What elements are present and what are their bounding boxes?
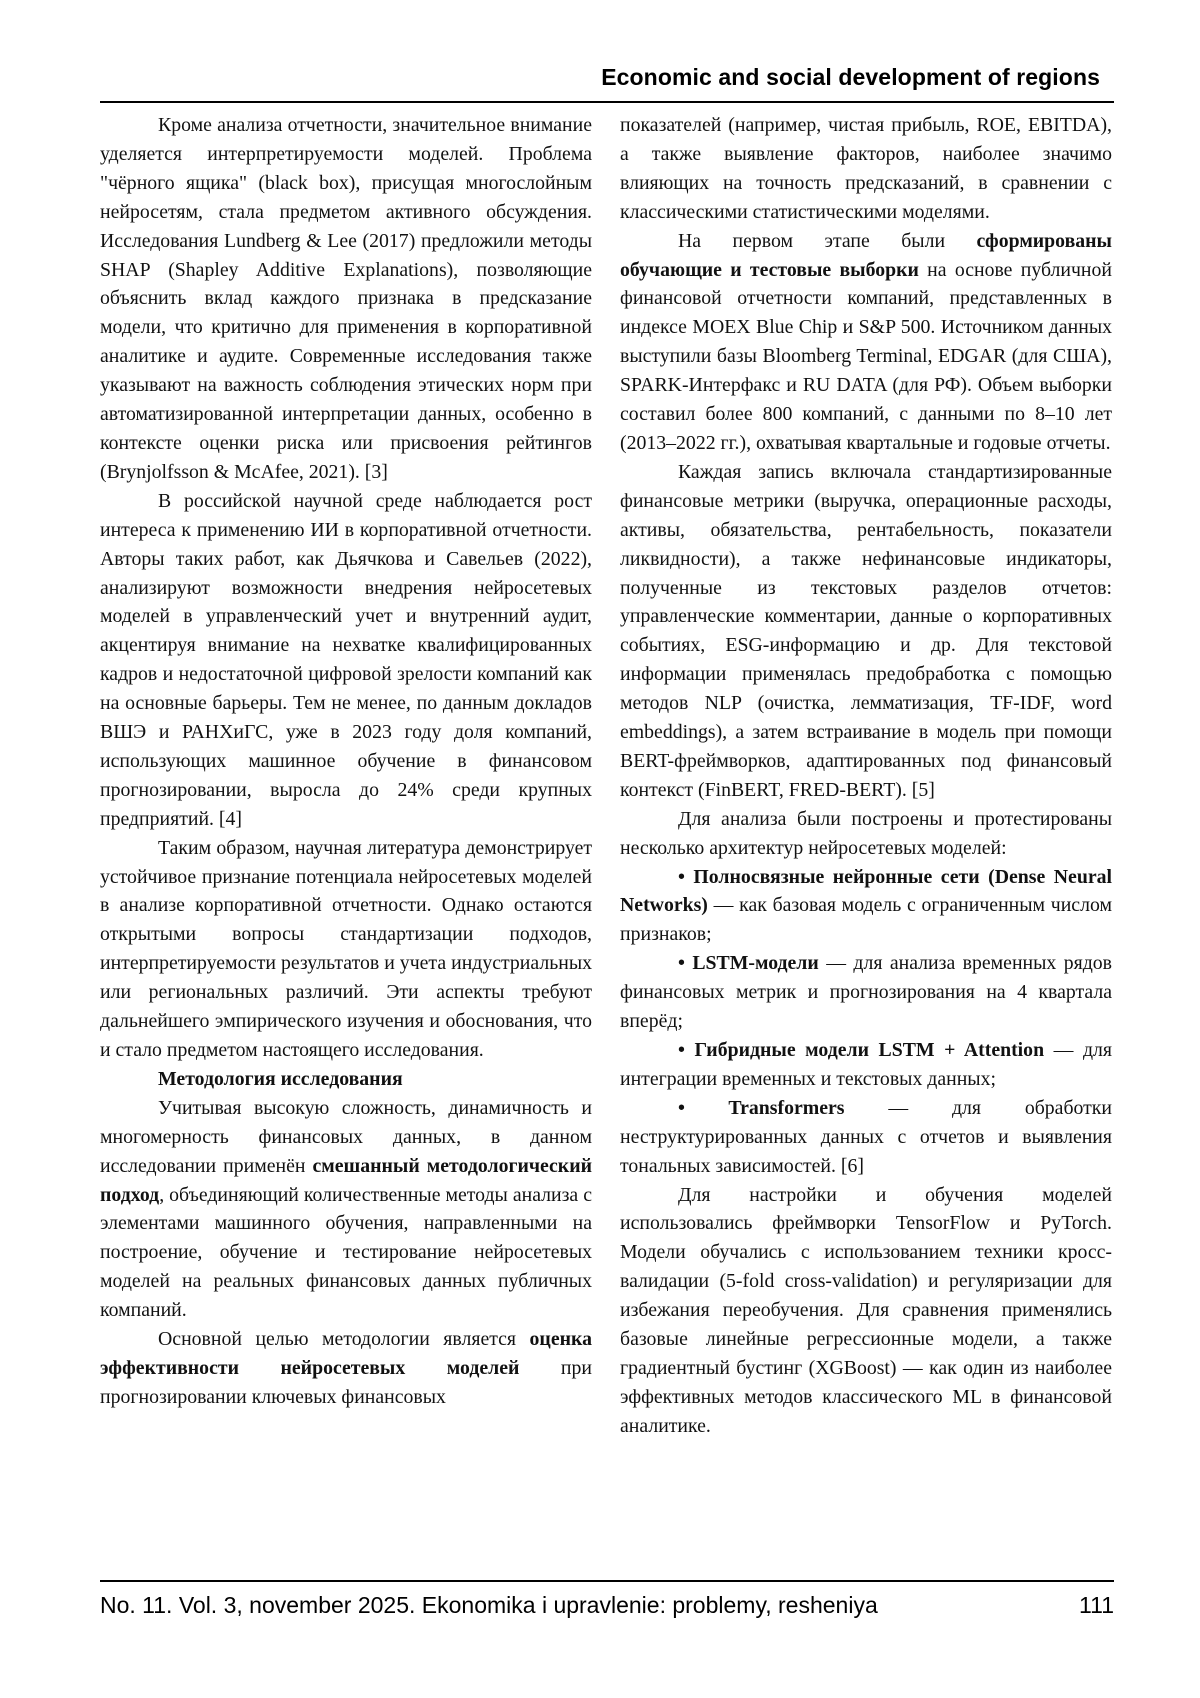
paragraph-frameworks: Для настройки и обучения моделей использовались фреймворки TensorFlow и PyTorch. Модели обучались с использованием техники кросс-валидации (5-fold cross-validation) и регуляризации для избежания переобучения. Для сравнения применялись базовые линейные регрессионные модели, а также градиентный бустинг (XGBoost) — как один из наиболее эффективных методов классического ML в финансовой аналитике. (620, 1183, 1112, 1437)
paragraph-samples: На первом этапе были сформированы обучающие и тестовые выборки на основе публичной финансовой отчетности компаний, представленных в индексе MOEX Blue Chip и S&P 500. Источником данных выступили базы Bloomberg Terminal, EDGAR (для США), SPARK-Интерфакс и RU DATA (для РФ). Объем выборки составил более 800 компаний, с данными по 8–10 лет (2013–2022 гг.), охватывая квартальные и годовые отчеты. (620, 229, 1112, 454)
bullet-lstm: • LSTM-модели — для анализа временных рядов финансовых метрик и прогнозирования на 4 квартала вперёд; (620, 952, 1113, 1033)
left-column (100, 111, 592, 1412)
bullet-transformers: • Transformers — для обработки неструктурированных данных с отчетов и выявления тональных зависимостей. [6] (620, 1096, 1112, 1177)
paragraph-mixed-approach: Учитывая высокую сложность, динамичность и многомерность финансовых данных, в данном исследовании применён смешанный методологический подход, объединяющий количественные методы анализа с элементами машинного обучения, направленными на построение, обучение и тестирование нейросетевых моделей на реальных финансовых данных публичных компаний. (100, 1096, 592, 1322)
paragraph-conclusion: Таким образом, научная литература демонстрирует устойчивое признание потенциала нейросетевых моделей в анализе корпоративной отчетности. Однако остаются открытыми вопросы стандартизации подходов, интерпретируемости результатов и учета индустриальных или региональных различий. Эти аспекты требуют дальнейшего эмпирического изучения и обоснования, что и стало предметом настоящего исследования. (100, 836, 592, 1061)
bullet-hybrid: • Гибридные модели LSTM + Attention — для интеграции временных и текстовых данных; (620, 1039, 1112, 1090)
paragraph-russian-research: В российской научной среде наблюдается рост интереса к применению ИИ в корпоративной отчетности. Авторы таких работ, как Дьячкова и Савельев (2022), анализируют возможности внедрения нейросетевых моделей в управленческий учет и внутренний аудит, акцентируя внимание на нехватке квалифицированных кадров и недостаточной цифровой зрелости компаний как на основные барьеры. Тем не менее, по данным докладов ВШЭ и РАНХиГС, уже в 2023 году доля компаний, использующих машинное обучение в финансовом прогнозировании, выросла до 24% среди крупных предприятий. [4] (100, 489, 592, 830)
right-column (620, 111, 1112, 1441)
page-number: 111 (1079, 1592, 1114, 1618)
paragraph-interpretability: Кроме анализа отчетности, значительное внимание уделяется интерпретируемости моделей. Проблема "чёрного ящика" (black box), присущая многослойным нейросетям, стала предметом активного обсуждения. Исследования Lundberg & Lee (2017) предложили методы SHAP (Shapley Additive Explanations), позволяющие объяснить вклад каждого признака в предсказание модели, что критично для применения в корпоративной аналитике и аудите. Современные исследования также указывают на важность соблюдения этических норм при автоматизированной интерпретации данных, особенно в контексте оценки риска или присвоения рейтингов (Brynjolfsson & McAfee, 2021). [3] (100, 114, 592, 483)
paragraph-architectures: Для анализа были построены и протестированы несколько архитектур нейросетевых моделей: (620, 807, 1112, 859)
header-rule (100, 101, 1114, 103)
footer-journal-citation: No. 11. Vol. 3, november 2025. Ekonomika i upravlenie: problemy, resheniya (100, 1592, 878, 1618)
bullet-dense: • Полносвязные нейронные сети (Dense Neural Networks) — как базовая модель с ограниченным числом признаков; (620, 865, 1112, 946)
paragraph-goal: Основной целью методологии является оценка эффективности нейросетевых моделей при прогнозировании ключевых финансовых (100, 1328, 592, 1408)
paragraph-records: Каждая запись включала стандартизированные финансовые метрики (выручка, операционные расходы, активы, обязательства, рентабельность, показатели ликвидности), а также нефинансовые индикаторы, полученные из текстовых разделов отчетов: управленческие комментарии, данные о корпоративных событиях, ESG-информацию и др. Для текстовой информации применялась предобработка с помощью методов NLP (очистка, лемматизация, TF-IDF, word embeddings), а затем встраивание в модель при помощи BERT-фреймворков, адаптированных под финансовый контекст (FinBERT, FRED-BERT). [5] (620, 460, 1112, 801)
footer-rule (100, 1580, 1114, 1582)
section-heading-methodology: Методология исследования (158, 1067, 403, 1090)
journal-header-title: Economic and social development of regions (601, 64, 1100, 90)
paragraph-indicators: показателей (например, чистая прибыль, ROE, EBITDA), а также выявление факторов, наиболее значимо влияющих на точность предсказаний, в сравнении с классическими статистическими моделями. (620, 114, 1112, 223)
